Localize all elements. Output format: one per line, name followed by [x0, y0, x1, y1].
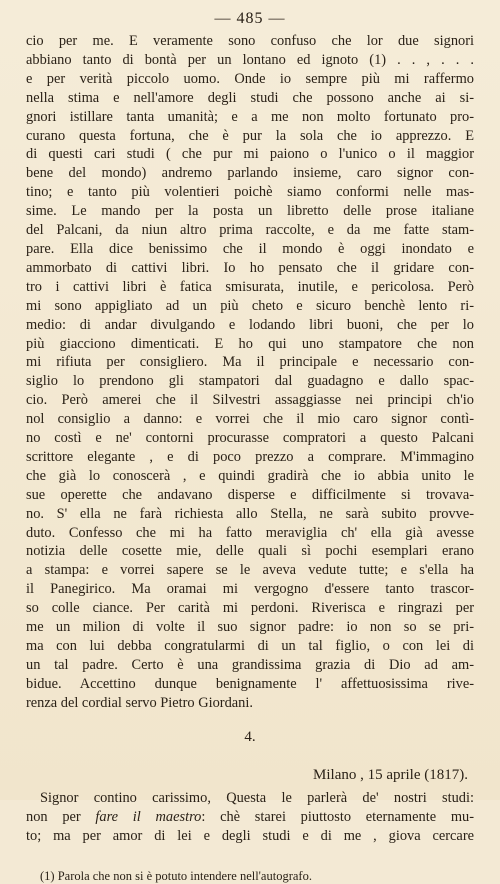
text-line: il Panegirico. Ma oramai mi vergogno d'essere tanto trascor- — [26, 581, 474, 598]
letter-text: non per — [26, 808, 96, 825]
next-letter-opening — [26, 789, 474, 846]
letter-dateline: Milano , 15 aprile (1817). — [313, 766, 468, 783]
text-line: me un milion di volte il suo signor padre: io non so se pri- — [26, 619, 474, 636]
text-line: cio per me. E veramente sono confuso che lor due signori — [26, 33, 474, 49]
text-line: bene del mondo) andremo parlando insieme, caro signor con- — [26, 165, 474, 182]
letter-body-text — [26, 32, 474, 713]
footnote-spacer — [26, 846, 474, 858]
section-number: 4. — [244, 728, 256, 745]
text-line: tro i cattivi libri è fatica smisurata, inutile, e pericolosa. Però — [26, 278, 474, 295]
footnote: (1) Parola che non si è potuto intendere nell'autografo. — [40, 868, 312, 883]
text-line: un tal padre. Certo è una grandissima grazia di Dio ad am- — [26, 656, 474, 673]
text-line: ma con lui debba congratularmi di un tal figlio, o con lei di — [26, 638, 474, 654]
text-line: del Palcani, da niun altro prima raccolte, e da me fatte stam- — [26, 222, 474, 239]
text-line: che già lo conoscerà , e quindi gradirà che io abbia unito le — [26, 467, 474, 484]
text-line: di questi cari studi ( che pur mi paiono o l'unico o il maggior — [26, 146, 474, 163]
text-line: curano questa fortuna, che è pur la sola che io apprezzo. E — [26, 127, 474, 144]
letter-line: to; ma per amor di lei e degli studi e di me , giova cercare — [26, 827, 474, 844]
text-line: a stampa: e vorrei sapere se le aveva vedute tutte; e s'ella ha — [26, 562, 474, 579]
italic-phrase: fare il maestro — [95, 808, 202, 825]
text-line: scrittore elegante , e di poco prezzo a comprare. M'immagino — [26, 448, 474, 465]
text-line: pare. Ella dice benissimo che il mondo è oggi inondato e — [26, 240, 474, 257]
text-line: ammorbato di cattivi libri. Io ho pensato che il gridare con- — [26, 259, 474, 276]
text-line: so colle ciance. Per carità mi perdoni. Riverisca e ringrazi per — [26, 600, 474, 617]
text-line: cio. Però amerei che il Silvestri assaggiasse nei principi ch'io — [26, 392, 474, 409]
text-line: e per verità piccolo uomo. Onde io sempre più mi raffermo — [26, 70, 474, 87]
text-line: più giacciono dimenticati. E ho qui uno stampatore che non — [26, 335, 474, 352]
letter-line — [26, 808, 474, 827]
text-line: mi sono appigliato ad un più cheto e sicuro benchè lento ri- — [26, 297, 474, 314]
page-number: — 485 — — [214, 10, 286, 27]
text-line: gnori istillare tanta umanità; e a me non molto fortunato pro- — [26, 108, 474, 125]
text-line: abbiano tanto di bontà per un lontano ed ignoto (1) . . , . . . — [26, 51, 474, 68]
text-line: bidue. Accettino dunque benignamente l' affettuosissima rive- — [26, 675, 474, 692]
text-line: mi rifiuta per consigliero. Ma il principale e necessario con- — [26, 354, 474, 371]
text-line: sue operette che andavano disperse e difficilmente si trovava- — [26, 486, 474, 503]
text-line: notizia delle cosette mie, delle quali sì pochi esemplari erano — [26, 543, 474, 560]
text-line: renza del cordial servo Pietro Giordani. — [26, 694, 253, 711]
letter-text: : chè starei piuttosto eternamente mu- — [201, 808, 474, 825]
text-line: tino; e tanto più volentieri poichè siamo conformi nelle mas- — [26, 184, 474, 201]
text-line: no costì e ne' contorni procurasse compratori a questo Palcani — [26, 430, 474, 447]
text-line: no. S' ella ne farà richiesta allo Stella, ne sarà subito provve- — [26, 505, 474, 522]
text-line: nol consiglio a danno: e vorrei che il mio caro signor contì- — [26, 411, 474, 428]
text-line: sime. Le mando per la posta un libretto delle prose italiane — [26, 203, 474, 220]
text-line: siglio lo prendono gli stampatori dal guadagno e dallo spac- — [26, 373, 474, 390]
text-line: medio: di andar divulgando e lodando libri buoni, che per lo — [26, 316, 474, 333]
text-line: duto. Confesso che mi ha fatto meraviglia ch' ella già avesse — [26, 524, 474, 541]
text-line: nella stima e nell'amore degli studi che possono anche ai si- — [26, 89, 474, 106]
letter-line: Signor contino carissimo, Questa le parlerà de' nostri studi: — [40, 789, 474, 806]
